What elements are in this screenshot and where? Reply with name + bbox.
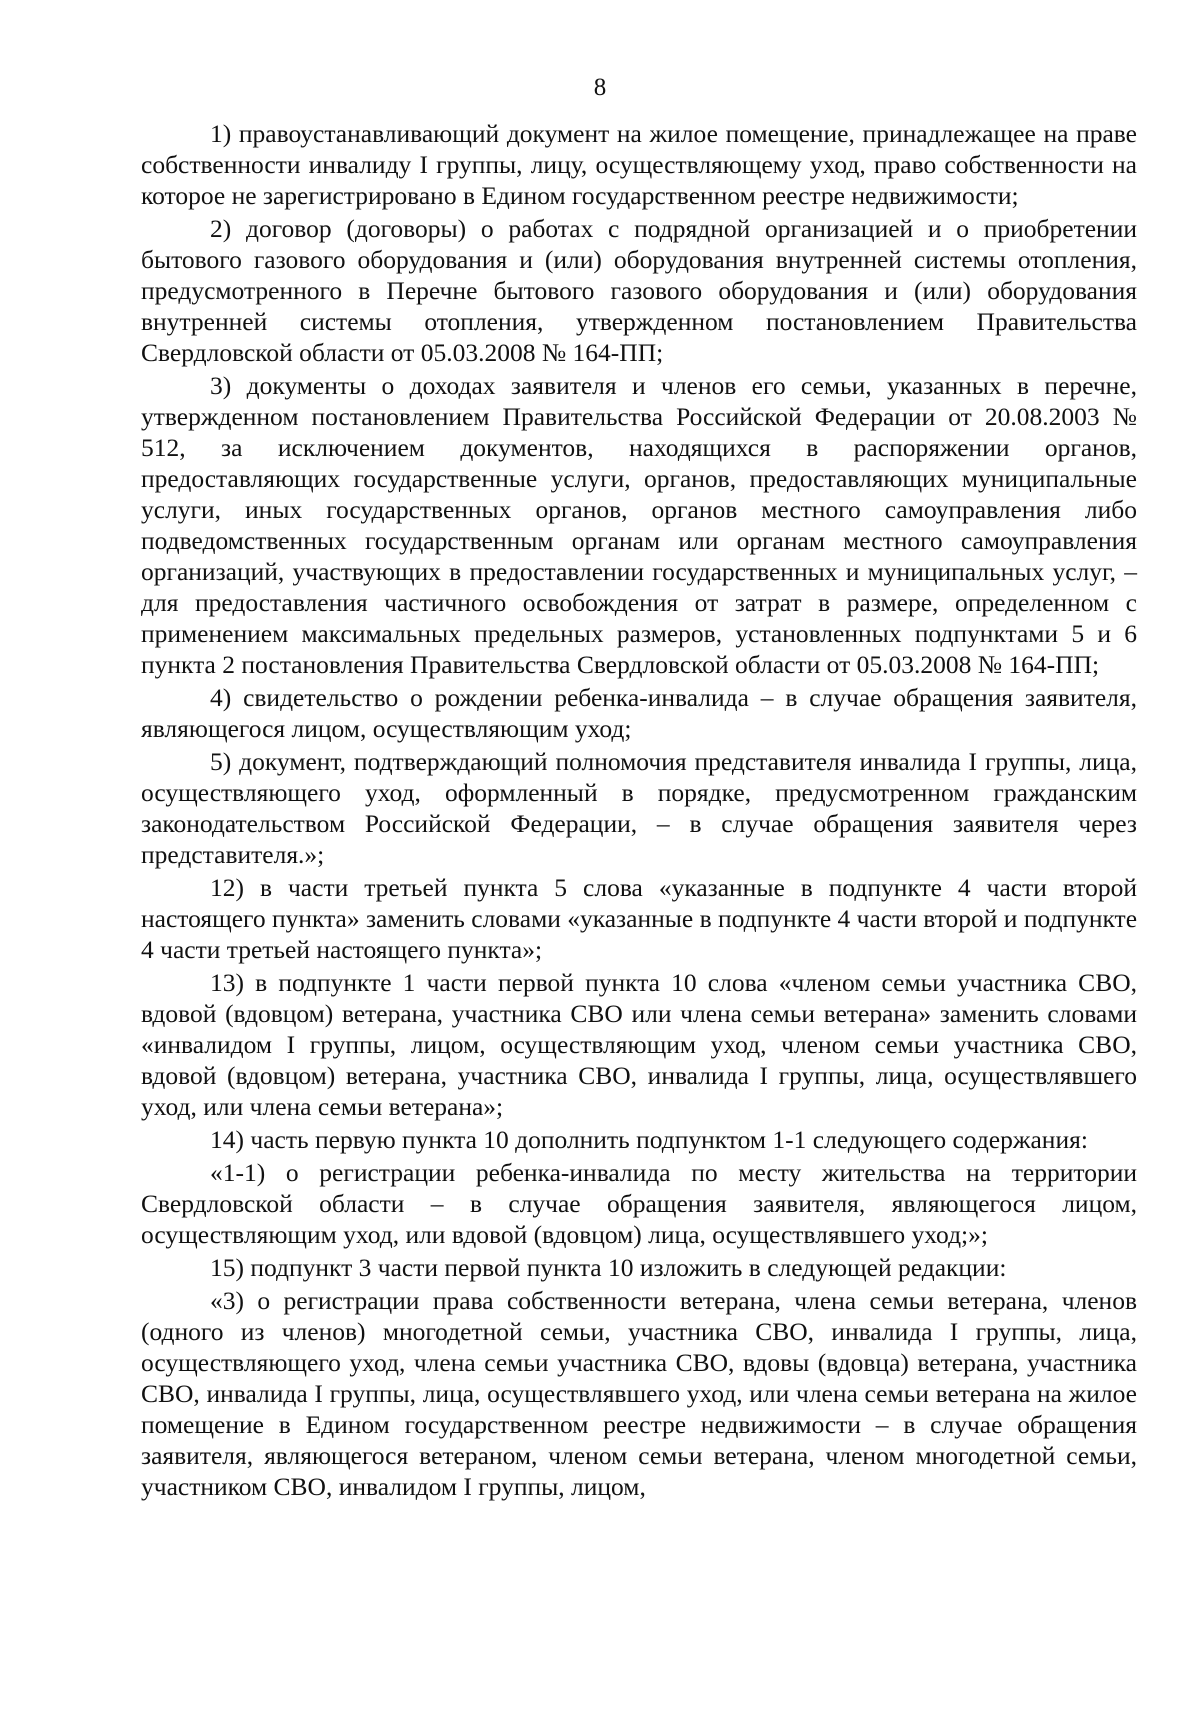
paragraph-quote-3: «3) о регистрации права собственности ветерана, члена семьи ветерана, членов (одного из членов) многодетной семьи, участника СВО, инвалида I группы, лица, осуществляющего уход, члена семьи участника СВО, вдовы (вдовца) ветерана, участника СВО, инвалида I группы, лица, осуществлявшего уход, или члена семьи ветерана на жилое помещение в Едином государственном реестре недвижимости – в случае обращения заявителя, являющегося ветераном, членом семьи ветерана, членом многодетной семьи, участником СВО, инвалидом I группы, лицом, xyxy=(141,1286,1137,1501)
paragraph-item-13: 13) в подпункте 1 части первой пункта 10 слова «членом семьи участника СВО, вдовой (вдовцом) ветерана, участника СВО или члена семьи ветерана» заменить словами «инвалидом I группы, лицом, осуществляющим уход, членом семьи участника СВО, вдовой (вдовцом) ветерана, участника СВО, инвалида I группы, лица, осуществлявшего уход, или члена семьи ветерана»; xyxy=(141,968,1137,1121)
paragraph-item-15: 15) подпункт 3 части первой пункта 10 изложить в следующей редакции: xyxy=(210,1253,1007,1282)
paragraph-item-1: 1) правоустанавливающий документ на жилое помещение, принадлежащее на праве собственности инвалиду I группы, лицу, осуществляющему уход, право собственности на которое не зарегистрировано в Едином государственном реестре недвижимости; xyxy=(141,119,1137,210)
paragraph-item-12: 12) в части третьей пункта 5 слова «указанные в подпункте 4 части второй настоящего пункта» заменить словами «указанные в подпункте 4 части второй и подпункте 4 части третьей настоящего пункта»; xyxy=(141,873,1138,964)
page-number: 8 xyxy=(593,74,607,101)
paragraph-item-2: 2) договор (договоры) о работах с подрядной организацией и о приобретении бытового газового оборудования и (или) оборудования внутренней системы отопления, предусмотренного в Перечне бытового газового оборудования и (или) оборудования внутренней системы отопления, утвержденном постановлением Правительства Свердловской области от 05.03.2008 № 164-ПП; xyxy=(141,214,1137,367)
document-body xyxy=(141,118,1137,1502)
paragraph-item-3: 3) документы о доходах заявителя и членов его семьи, указанных в перечне, утвержденном постановлением Правительства Российской Федерации от 20.08.2003 № 512, за исключением документов, находящихся в распоряжении органов, предоставляющих государственные услуги, органов, предоставляющих муниципальные услуги, иных государственных органов, органов местного самоуправления либо подведомственных государственным органам или органам местного самоуправления организаций, участвующих в предоставлении государственных и муниципальных услуг, – для предоставления частичного освобождения от затрат в размере, определенном с применением максимальных предельных размеров, установленных подпунктами 5 и 6 пункта 2 постановления Правительства Свердловской области от 05.03.2008 № 164-ПП; xyxy=(141,371,1137,679)
paragraph-item-4: 4) свидетельство о рождении ребенка-инвалида – в случае обращения заявителя, являющегося лицом, осуществляющим уход; xyxy=(141,683,1137,743)
paragraph-quote-1-1: «1-1) о регистрации ребенка-инвалида по месту жительства на территории Свердловской области – в случае обращения заявителя, являющегося лицом, осуществляющим уход, или вдовой (вдовцом) лица, осуществлявшего уход;»; xyxy=(141,1158,1137,1249)
paragraph-item-5: 5) документ, подтверждающий полномочия представителя инвалида I группы, лица, осуществляющего уход, оформленный в порядке, предусмотренном гражданским законодательством Российской Федерации, – в случае обращения заявителя через представителя.»; xyxy=(141,747,1137,869)
paragraph-item-14: 14) часть первую пункта 10 дополнить подпунктом 1-1 следующего содержания: xyxy=(210,1125,1088,1154)
